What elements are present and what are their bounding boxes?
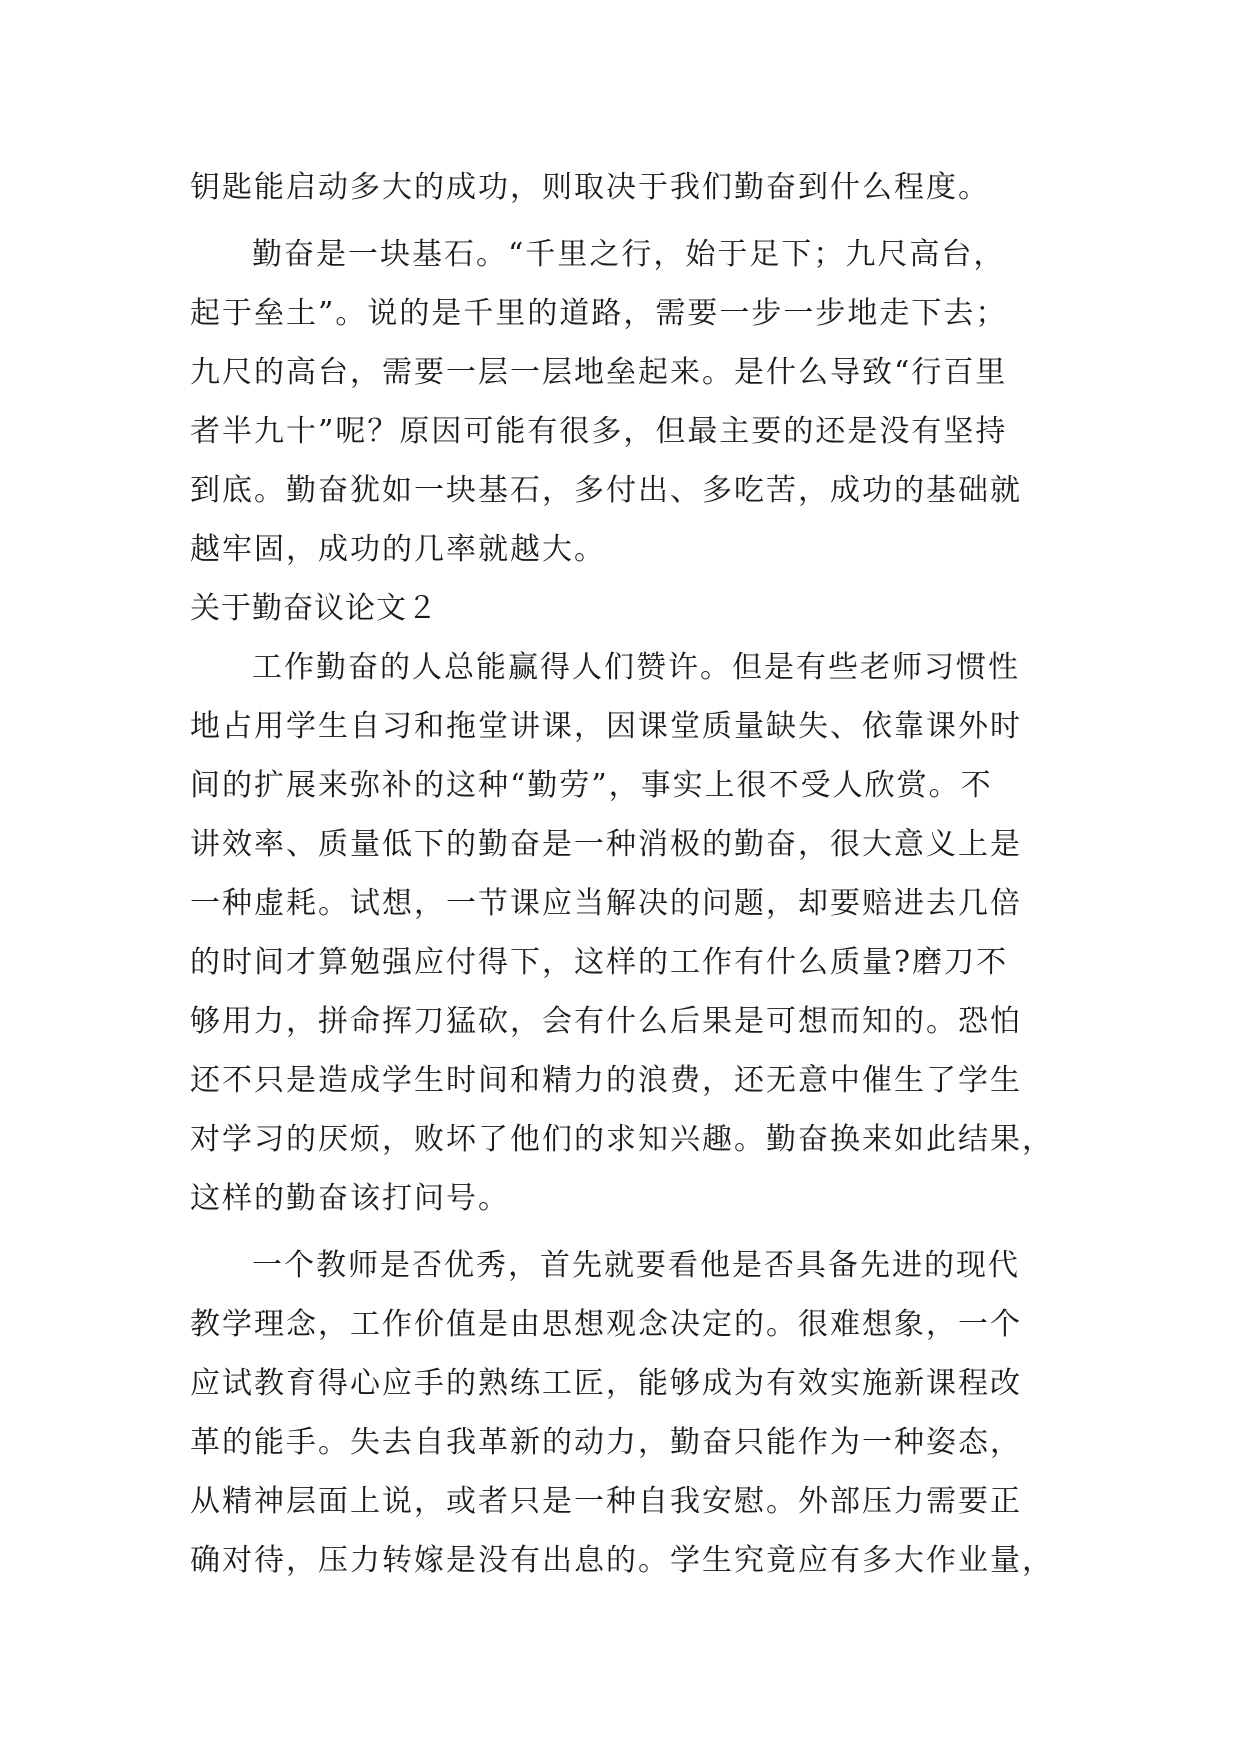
text-line: 这样的勤奋该打问号。: [190, 1181, 510, 1216]
text-line: 工作勤奋的人总能赢得人们赞许。但是有些老师习惯性: [252, 650, 1020, 685]
paragraph-teachers: [190, 638, 1052, 1228]
text-line: 的时间才算勉强应付得下，这样的工作有什么质量?磨刀不: [190, 945, 1009, 980]
text-line: 九尺的高台，需要一层一层地垒起来。是什么导致“行百里: [190, 355, 1008, 390]
section-heading: 关于勤奋议论文２: [190, 591, 438, 626]
text-line: 从精神层面上说，或者只是一种自我安慰。外部压力需要正: [190, 1484, 1022, 1519]
text-line: 确对待，压力转嫁是没有出息的。学生究竟应有多大作业量，: [190, 1543, 1054, 1578]
text-line: 教学理念，工作价值是由思想观念决定的。很难想象，一个: [190, 1307, 1022, 1342]
text-line: 一种虚耗。试想，一节课应当解决的问题，却要赔进去几倍: [190, 886, 1022, 921]
text-line: 革的能手。失去自我革新的动力，勤奋只能作为一种姿态，: [190, 1425, 1022, 1460]
text-line: 钥匙能启动多大的成功，则取决于我们勤奋到什么程度。: [190, 170, 990, 205]
text-line: 者半九十”呢？原因可能有很多，但最主要的还是没有坚持: [190, 414, 1008, 449]
text-line: 一个教师是否优秀，首先就要看他是否具备先进的现代: [252, 1248, 1020, 1283]
text-line: 还不只是造成学生时间和精力的浪费，还无意中催生了学生: [190, 1063, 1022, 1098]
text-line: 对学习的厌烦，败坏了他们的求知兴趣。勤奋换来如此结果，: [190, 1122, 1054, 1157]
document-body: [190, 158, 1052, 1590]
text-line: 讲效率、质量低下的勤奋是一种消极的勤奋，很大意义上是: [190, 827, 1022, 862]
text-line: 越牢固，成功的几率就越大。: [190, 532, 606, 567]
text-line: 到底。勤奋犹如一块基石，多付出、多吃苦，成功的基础就: [190, 473, 1022, 508]
paragraph-foundation: [190, 225, 1052, 579]
text-line: 地占用学生自习和拖堂讲课，因课堂质量缺失、依靠课外时: [190, 709, 1022, 744]
text-line: 起于垒土”。说的是千里的道路，需要一步一步地走下去；: [190, 296, 1008, 331]
text-line: 勤奋是一块基石。“千里之行，始于足下；九尺高台，: [252, 237, 1006, 272]
text-line: 够用力，拼命挥刀猛砍，会有什么后果是可想而知的。恐怕: [190, 1004, 1022, 1039]
text-line: 应试教育得心应手的熟练工匠，能够成为有效实施新课程改: [190, 1366, 1022, 1401]
paragraph-excellence: [190, 1236, 1052, 1590]
text-line: 间的扩展来弥补的这种“勤劳”，事实上很不受人欣赏。不: [190, 768, 993, 803]
